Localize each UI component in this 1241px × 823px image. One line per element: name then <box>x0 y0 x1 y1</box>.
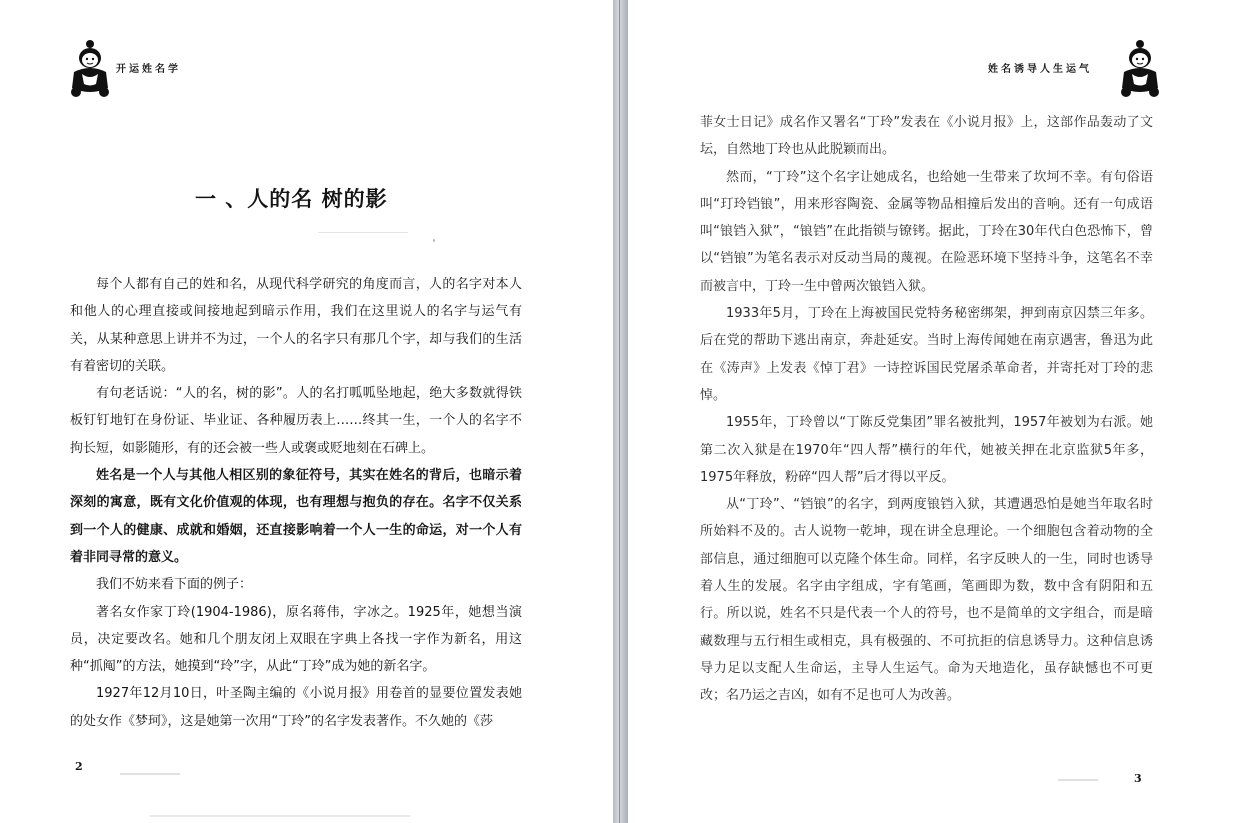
paragraph: 每个人都有自己的姓和名，从现代科学研究的角度而言，人的名字对本人和他人的心理直接或间接地起到暗示作用，我们在这里说人的名字与运气有关，从某种意思上讲并不为过，一个人的名字只有那几个字，却与我们的生活有着密切的关联。 <box>70 277 522 374</box>
paragraph: 然而，“丁玲”这个名字让她成名，也给她一生带来了坎坷不幸。有句俗语叫“玎玲铛锒”，用来形容陶瓷、金属等物品相撞后发出的音响。还有一句成语叫“锒铛入狱”，“锒铛”在此指锁与镣铐。据此，丁玲在30年代白色恐怖下，曾以“铛锒”为笔名表示对反动当局的蔑视。在险恶环境下坚持斗争，这笔名不幸而被言中，丁玲一生中曾两次锒铛入狱。 <box>700 169 1153 294</box>
paragraph: 姓名是一个人与其他人相区别的象征符号，其实在姓名的背后，也暗示着深刻的寓意，既有文化价值观的体现，也有理想与抱负的存在。名字不仅关系到一个人的健康、成就和婚姻，还直接影响着一个人一生的命运，对一个人有着非同寻常的意义。 <box>70 468 522 565</box>
page-gutter <box>613 0 628 823</box>
mascot-child-icon <box>68 38 112 98</box>
scan-smudge <box>150 815 410 817</box>
left-body-text <box>70 271 522 735</box>
left-header-title: 开运姓名学 <box>116 64 181 75</box>
right-header-title: 姓名诱导人生运气 <box>988 64 1092 75</box>
left-page-number: 2 <box>75 760 83 773</box>
right-body-text <box>700 109 1153 710</box>
scan-smudge <box>1058 779 1098 781</box>
right-page-number: 3 <box>1134 772 1142 785</box>
paragraph: 1933年5月，丁玲在上海被国民党特务秘密绑架，押到南京囚禁三年多。后在党的帮助下逃出南京，奔赴延安。当时上海传闻她在南京遇害，鲁迅为此在《涛声》上发表《悼丁君》一诗控诉国民党屠杀革命者，并寄托对丁玲的悲悼。 <box>700 306 1153 403</box>
scan-speck <box>433 239 435 242</box>
paragraph: 1927年12月10日，叶圣陶主编的《小说月报》用卷首的显要位置发表她的处女作《梦珂》，这是她第一次用“丁玲”的名字发表著作。不久她的《莎 <box>70 686 522 729</box>
scan-smudge <box>120 773 180 775</box>
scan-smudge <box>318 232 408 233</box>
chapter-title: 一 、人的名 树的影 <box>195 186 388 211</box>
paragraph: 著名女作家丁玲(1904-1986)，原名蒋伟，字冰之。1925年，她想当演员，决定要改名。她和几个朋友闭上双眼在字典上各找一字作为新名，用这种“抓阄”的方法，她摸到“玲”字，从此“丁玲”成为她的新名字。 <box>70 604 522 675</box>
paragraph: 有句老话说：“人的名，树的影”。人的名打呱呱坠地起，绝大多数就得铁板钉钉地钉在身份证、毕业证、各种履历表上……终其一生，一个人的名字不拘长短，如影随形，有的还会被一些人或褒或贬地刻在石碑上。 <box>70 386 522 456</box>
paragraph: 从“丁玲”、“铛锒”的名字，到两度锒铛入狱，其遭遇恐怕是她当年取名时所始料不及的。古人说物一乾坤，现在讲全息理论。一个细胞包含着动物的全部信息，通过细胞可以克隆个体生命。同样，名字反映人的一生，同时也诱导着人生的发展。名字由字组成，字有笔画，笔画即为数，数中含有阴阳和五行。所以说，姓名不只是代表一个人的符号，也不是简单的文字组合，而是暗藏数理与五行相生或相克，具有极强的、不可抗拒的信息诱导力。这种信息诱导力足以支配人生命运，主导人生运气。命为天地造化，虽存缺憾也不可更改；名乃运之吉凶，如有不足也可人为改善。 <box>700 497 1153 704</box>
left-page <box>0 0 613 823</box>
mascot-child-icon <box>1118 38 1162 98</box>
paragraph: 1955年，丁玲曾以“丁陈反党集团”罪名被批判，1957年被划为右派。她第二次入狱是在1970年“四人帮”横行的年代，她被关押在北京监狱5年多，1975年释放，粉碎“四人帮”后才得以平反。 <box>700 415 1153 485</box>
paragraph: 菲女士日记》成名作又署名“丁玲”发表在《小说月报》上，这部作品轰动了文坛，自然地丁玲也从此脱颖而出。 <box>700 115 1153 158</box>
gutter-line <box>619 0 620 823</box>
right-page <box>628 0 1241 823</box>
paragraph: 我们不妨来看下面的例子： <box>96 577 253 593</box>
